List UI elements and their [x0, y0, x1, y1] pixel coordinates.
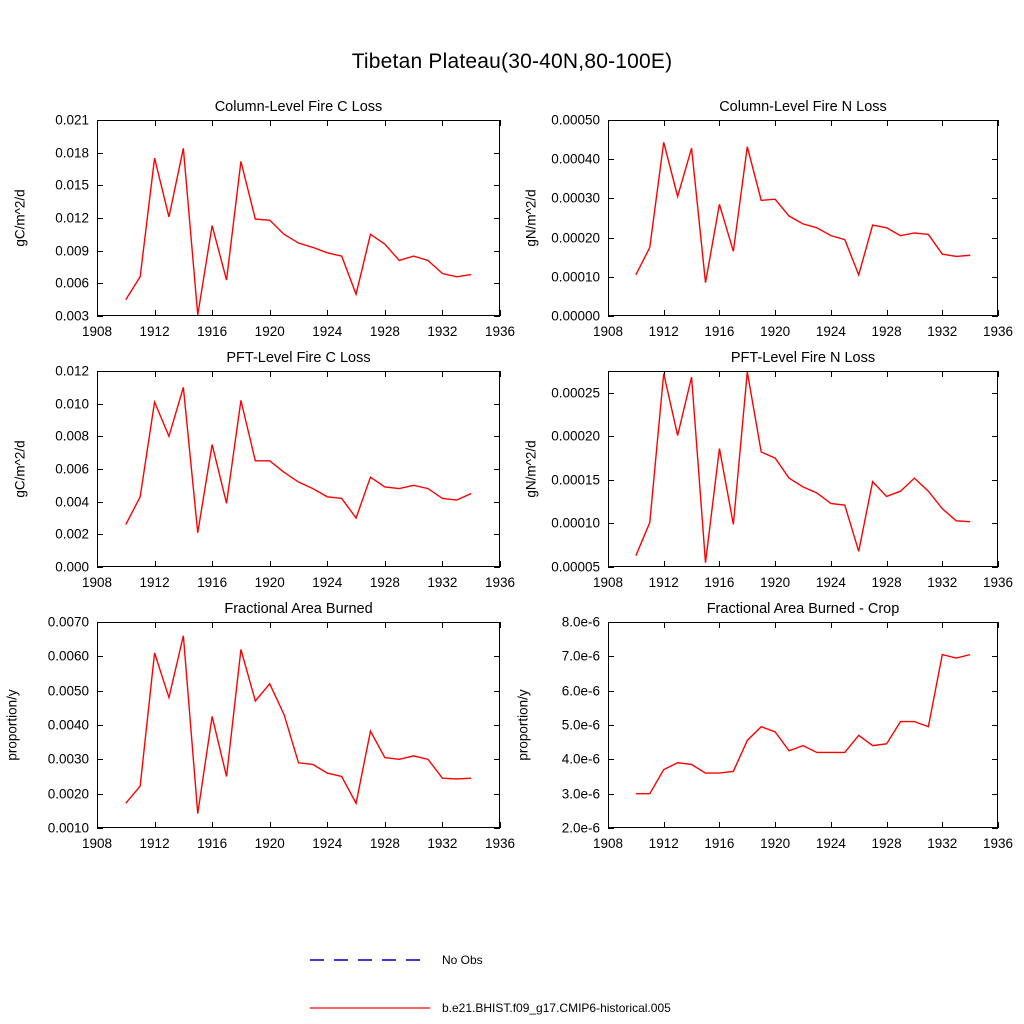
x-axis-tick-label: 1920 — [760, 324, 791, 339]
x-axis-tick-label: 1924 — [312, 836, 343, 851]
x-axis-tick-label: 1932 — [427, 575, 458, 590]
x-axis-tick-label: 1920 — [254, 324, 285, 339]
y-axis-tick-mark — [992, 316, 998, 317]
x-axis-tick-mark — [998, 822, 999, 828]
x-axis-tick-label: 1908 — [592, 836, 624, 851]
x-axis-tick-label: 1924 — [312, 324, 343, 339]
x-axis-tick-label: 1936 — [982, 575, 1014, 590]
y-axis-tick-label: 0.006 — [55, 461, 89, 477]
y-axis-tick-label: 0.0070 — [47, 614, 89, 630]
panel-title: PFT-Level Fire C Loss — [226, 350, 371, 366]
y-axis-tick-label: 5.0e-6 — [561, 717, 600, 733]
y-axis-tick-label: 0.004 — [55, 494, 89, 510]
panel-title: Fractional Area Burned - Crop — [706, 601, 900, 617]
panel-title: Fractional Area Burned — [224, 601, 373, 617]
legend-entry — [0, 950, 1024, 970]
y-axis-tick-label: 0.0010 — [47, 820, 89, 836]
y-axis-tick-mark — [992, 828, 998, 829]
legend-label: No Obs — [442, 953, 483, 967]
x-axis-tick-mark — [998, 120, 999, 126]
x-axis-tick-label: 1920 — [760, 575, 791, 590]
x-axis-tick-label: 1912 — [139, 836, 170, 851]
y-axis-tick-label: 0.012 — [55, 210, 89, 226]
y-axis-tick-label: 0.00040 — [551, 151, 600, 167]
chart-panel-column-level-fire-n-loss: Column-Level Fire N Loss 0.00000 0.00010 0.00020 0.00030 0.00040 0.00050 1908 1912 1916 1920 1924 1928 1932 1936 gN/m^2/d — [608, 120, 998, 316]
y-axis-tick-label: 0.012 — [55, 363, 89, 379]
x-axis-tick-label: 1912 — [648, 836, 679, 851]
chart-panel-fractional-area-burned-crop: Fractional Area Burned - Crop 2.0e-6 3.0e-6 4.0e-6 5.0e-6 6.0e-6 7.0e-6 8.0e-6 1908 1912 1916 1920 1924 1928 1932 1936 proportion/y — [608, 622, 998, 828]
x-axis-tick-label: 1920 — [254, 836, 285, 851]
x-axis-tick-label: 1928 — [871, 324, 902, 339]
x-axis-tick-label: 1928 — [871, 836, 902, 851]
x-axis-tick-label: 1908 — [592, 324, 624, 339]
y-axis-tick-label: 0.010 — [55, 396, 89, 412]
series-line — [126, 148, 471, 315]
x-axis-tick-mark — [998, 622, 999, 628]
panel-title: PFT-Level Fire N Loss — [730, 350, 876, 366]
x-axis-tick-mark — [500, 310, 501, 316]
y-axis-tick-label: 0.009 — [55, 243, 89, 259]
x-axis-tick-label: 1936 — [982, 324, 1014, 339]
x-axis-tick-label: 1908 — [592, 575, 624, 590]
x-axis-tick-label: 1924 — [312, 575, 343, 590]
x-axis-tick-label: 1932 — [427, 324, 458, 339]
y-axis-tick-mark — [494, 316, 500, 317]
y-axis-tick-mark — [992, 567, 998, 568]
y-axis-tick-label: 0.00000 — [551, 308, 600, 324]
chart-panel-pft-level-fire-n-loss: PFT-Level Fire N Loss 0.00005 0.00010 0.00015 0.00020 0.00025 1908 1912 1916 1920 1924 1928 1932 1936 gN/m^2/d — [608, 371, 998, 567]
series-layer — [97, 622, 500, 828]
y-axis-tick-label: 8.0e-6 — [561, 614, 600, 630]
x-axis-tick-label: 1916 — [704, 324, 735, 339]
x-axis-tick-label: 1912 — [139, 324, 170, 339]
y-axis-tick-label: 0.003 — [55, 308, 89, 324]
x-axis-tick-mark — [998, 371, 999, 377]
x-axis-tick-label: 1912 — [648, 575, 679, 590]
x-axis-tick-mark — [500, 120, 501, 126]
y-axis-tick-mark — [494, 567, 500, 568]
y-axis-tick-mark — [97, 316, 103, 317]
series-line — [636, 142, 970, 282]
y-axis-tick-label: 0.015 — [55, 177, 89, 193]
y-axis-tick-mark — [608, 316, 614, 317]
series-layer — [608, 371, 998, 567]
chart-panel-pft-level-fire-c-loss: PFT-Level Fire C Loss 0.000 0.002 0.004 0.006 0.008 0.010 0.012 1908 1912 1916 1920 1924 1928 1932 1936 gC/m^2/d — [97, 371, 500, 567]
chart-panel-column-level-fire-c-loss: Column-Level Fire C Loss 0.003 0.006 0.009 0.012 0.015 0.018 0.021 1908 1912 1916 1920 1924 1928 1932 1936 gC/m^2/d — [97, 120, 500, 316]
x-axis-tick-mark — [998, 310, 999, 316]
x-axis-tick-label: 1936 — [484, 324, 516, 339]
legend-label: b.e21.BHIST.f09_g17.CMIP6-historical.005 — [442, 1001, 671, 1015]
y-axis-tick-label: 0.00010 — [551, 515, 600, 531]
x-axis-tick-label: 1928 — [871, 575, 902, 590]
series-layer — [97, 120, 500, 316]
x-axis-tick-mark — [998, 561, 999, 567]
legend-swatch — [0, 950, 1024, 970]
x-axis-tick-label: 1908 — [81, 324, 113, 339]
x-axis-tick-label: 1916 — [197, 575, 228, 590]
y-axis-tick-label: 0.00020 — [551, 428, 600, 444]
x-axis-tick-label: 1928 — [369, 836, 400, 851]
y-axis-tick-label: 4.0e-6 — [561, 751, 600, 767]
x-axis-tick-label: 1916 — [197, 836, 228, 851]
x-axis-tick-label: 1936 — [484, 836, 516, 851]
y-axis-tick-label: 2.0e-6 — [561, 820, 600, 836]
x-axis-tick-label: 1932 — [427, 836, 458, 851]
y-axis-tick-label: 0.00030 — [551, 190, 600, 206]
y-axis-tick-label: 0.00005 — [551, 559, 600, 575]
x-axis-tick-label: 1924 — [815, 836, 846, 851]
x-axis-tick-label: 1924 — [815, 324, 846, 339]
series-line — [636, 372, 970, 563]
y-axis-tick-label: 7.0e-6 — [561, 648, 600, 664]
y-axis-tick-label: 0.00025 — [551, 385, 600, 401]
y-axis-tick-label: 0.008 — [55, 428, 89, 444]
y-axis-tick-mark — [494, 828, 500, 829]
x-axis-tick-label: 1908 — [81, 575, 113, 590]
y-axis-tick-label: 0.000 — [55, 559, 89, 575]
y-axis-tick-label: 0.0050 — [47, 683, 89, 699]
legend-entry — [0, 998, 1024, 1018]
series-layer — [608, 622, 998, 828]
y-axis-tick-label: 0.018 — [55, 145, 89, 161]
panel-title: Column-Level Fire N Loss — [719, 99, 887, 115]
x-axis-tick-label: 1912 — [648, 324, 679, 339]
y-axis-tick-mark — [97, 567, 103, 568]
y-axis-tick-label: 0.002 — [55, 526, 89, 542]
panel-title: Column-Level Fire C Loss — [214, 99, 383, 115]
y-axis-tick-label: 6.0e-6 — [561, 683, 600, 699]
x-axis-tick-label: 1928 — [369, 575, 400, 590]
x-axis-tick-label: 1916 — [704, 575, 735, 590]
y-axis-tick-label: 0.0040 — [47, 717, 89, 733]
x-axis-tick-label: 1928 — [369, 324, 400, 339]
x-axis-tick-mark — [500, 822, 501, 828]
page-title: Tibetan Plateau(30-40N,80-100E) — [351, 50, 673, 73]
x-axis-tick-mark — [500, 371, 501, 377]
y-axis-tick-label: 0.00050 — [551, 112, 600, 128]
x-axis-tick-label: 1916 — [704, 836, 735, 851]
x-axis-tick-mark — [500, 622, 501, 628]
series-line — [126, 636, 471, 814]
x-axis-tick-label: 1936 — [982, 836, 1014, 851]
x-axis-tick-mark — [500, 561, 501, 567]
series-line — [126, 387, 471, 532]
x-axis-tick-label: 1912 — [139, 575, 170, 590]
y-axis-tick-mark — [608, 828, 614, 829]
y-axis-tick-label: 3.0e-6 — [561, 786, 600, 802]
x-axis-tick-label: 1936 — [484, 575, 516, 590]
y-axis-tick-label: 0.00020 — [551, 230, 600, 246]
x-axis-tick-label: 1932 — [927, 836, 958, 851]
y-axis-tick-label: 0.0030 — [47, 751, 89, 767]
y-axis-tick-label: 0.021 — [55, 112, 89, 128]
y-axis-tick-label: 0.00010 — [551, 269, 600, 285]
x-axis-tick-label: 1932 — [927, 575, 958, 590]
x-axis-tick-label: 1916 — [197, 324, 228, 339]
series-layer — [97, 371, 500, 567]
y-axis-tick-label: 0.00015 — [551, 472, 600, 488]
x-axis-tick-label: 1908 — [81, 836, 113, 851]
y-axis-tick-label: 0.006 — [55, 275, 89, 291]
y-axis-tick-mark — [608, 567, 614, 568]
y-axis-tick-label: 0.0060 — [47, 648, 89, 664]
x-axis-tick-label: 1920 — [760, 836, 791, 851]
x-axis-tick-label: 1924 — [815, 575, 846, 590]
x-axis-tick-label: 1920 — [254, 575, 285, 590]
chart-panel-fractional-area-burned: Fractional Area Burned 0.0010 0.0020 0.0030 0.0040 0.0050 0.0060 0.0070 1908 1912 1916 1920 1924 1928 1932 1936 proportion/y — [97, 622, 500, 828]
y-axis-tick-mark — [97, 828, 103, 829]
x-axis-tick-label: 1932 — [927, 324, 958, 339]
y-axis-tick-label: 0.0020 — [47, 786, 89, 802]
series-layer — [608, 120, 998, 316]
series-line — [636, 655, 970, 794]
